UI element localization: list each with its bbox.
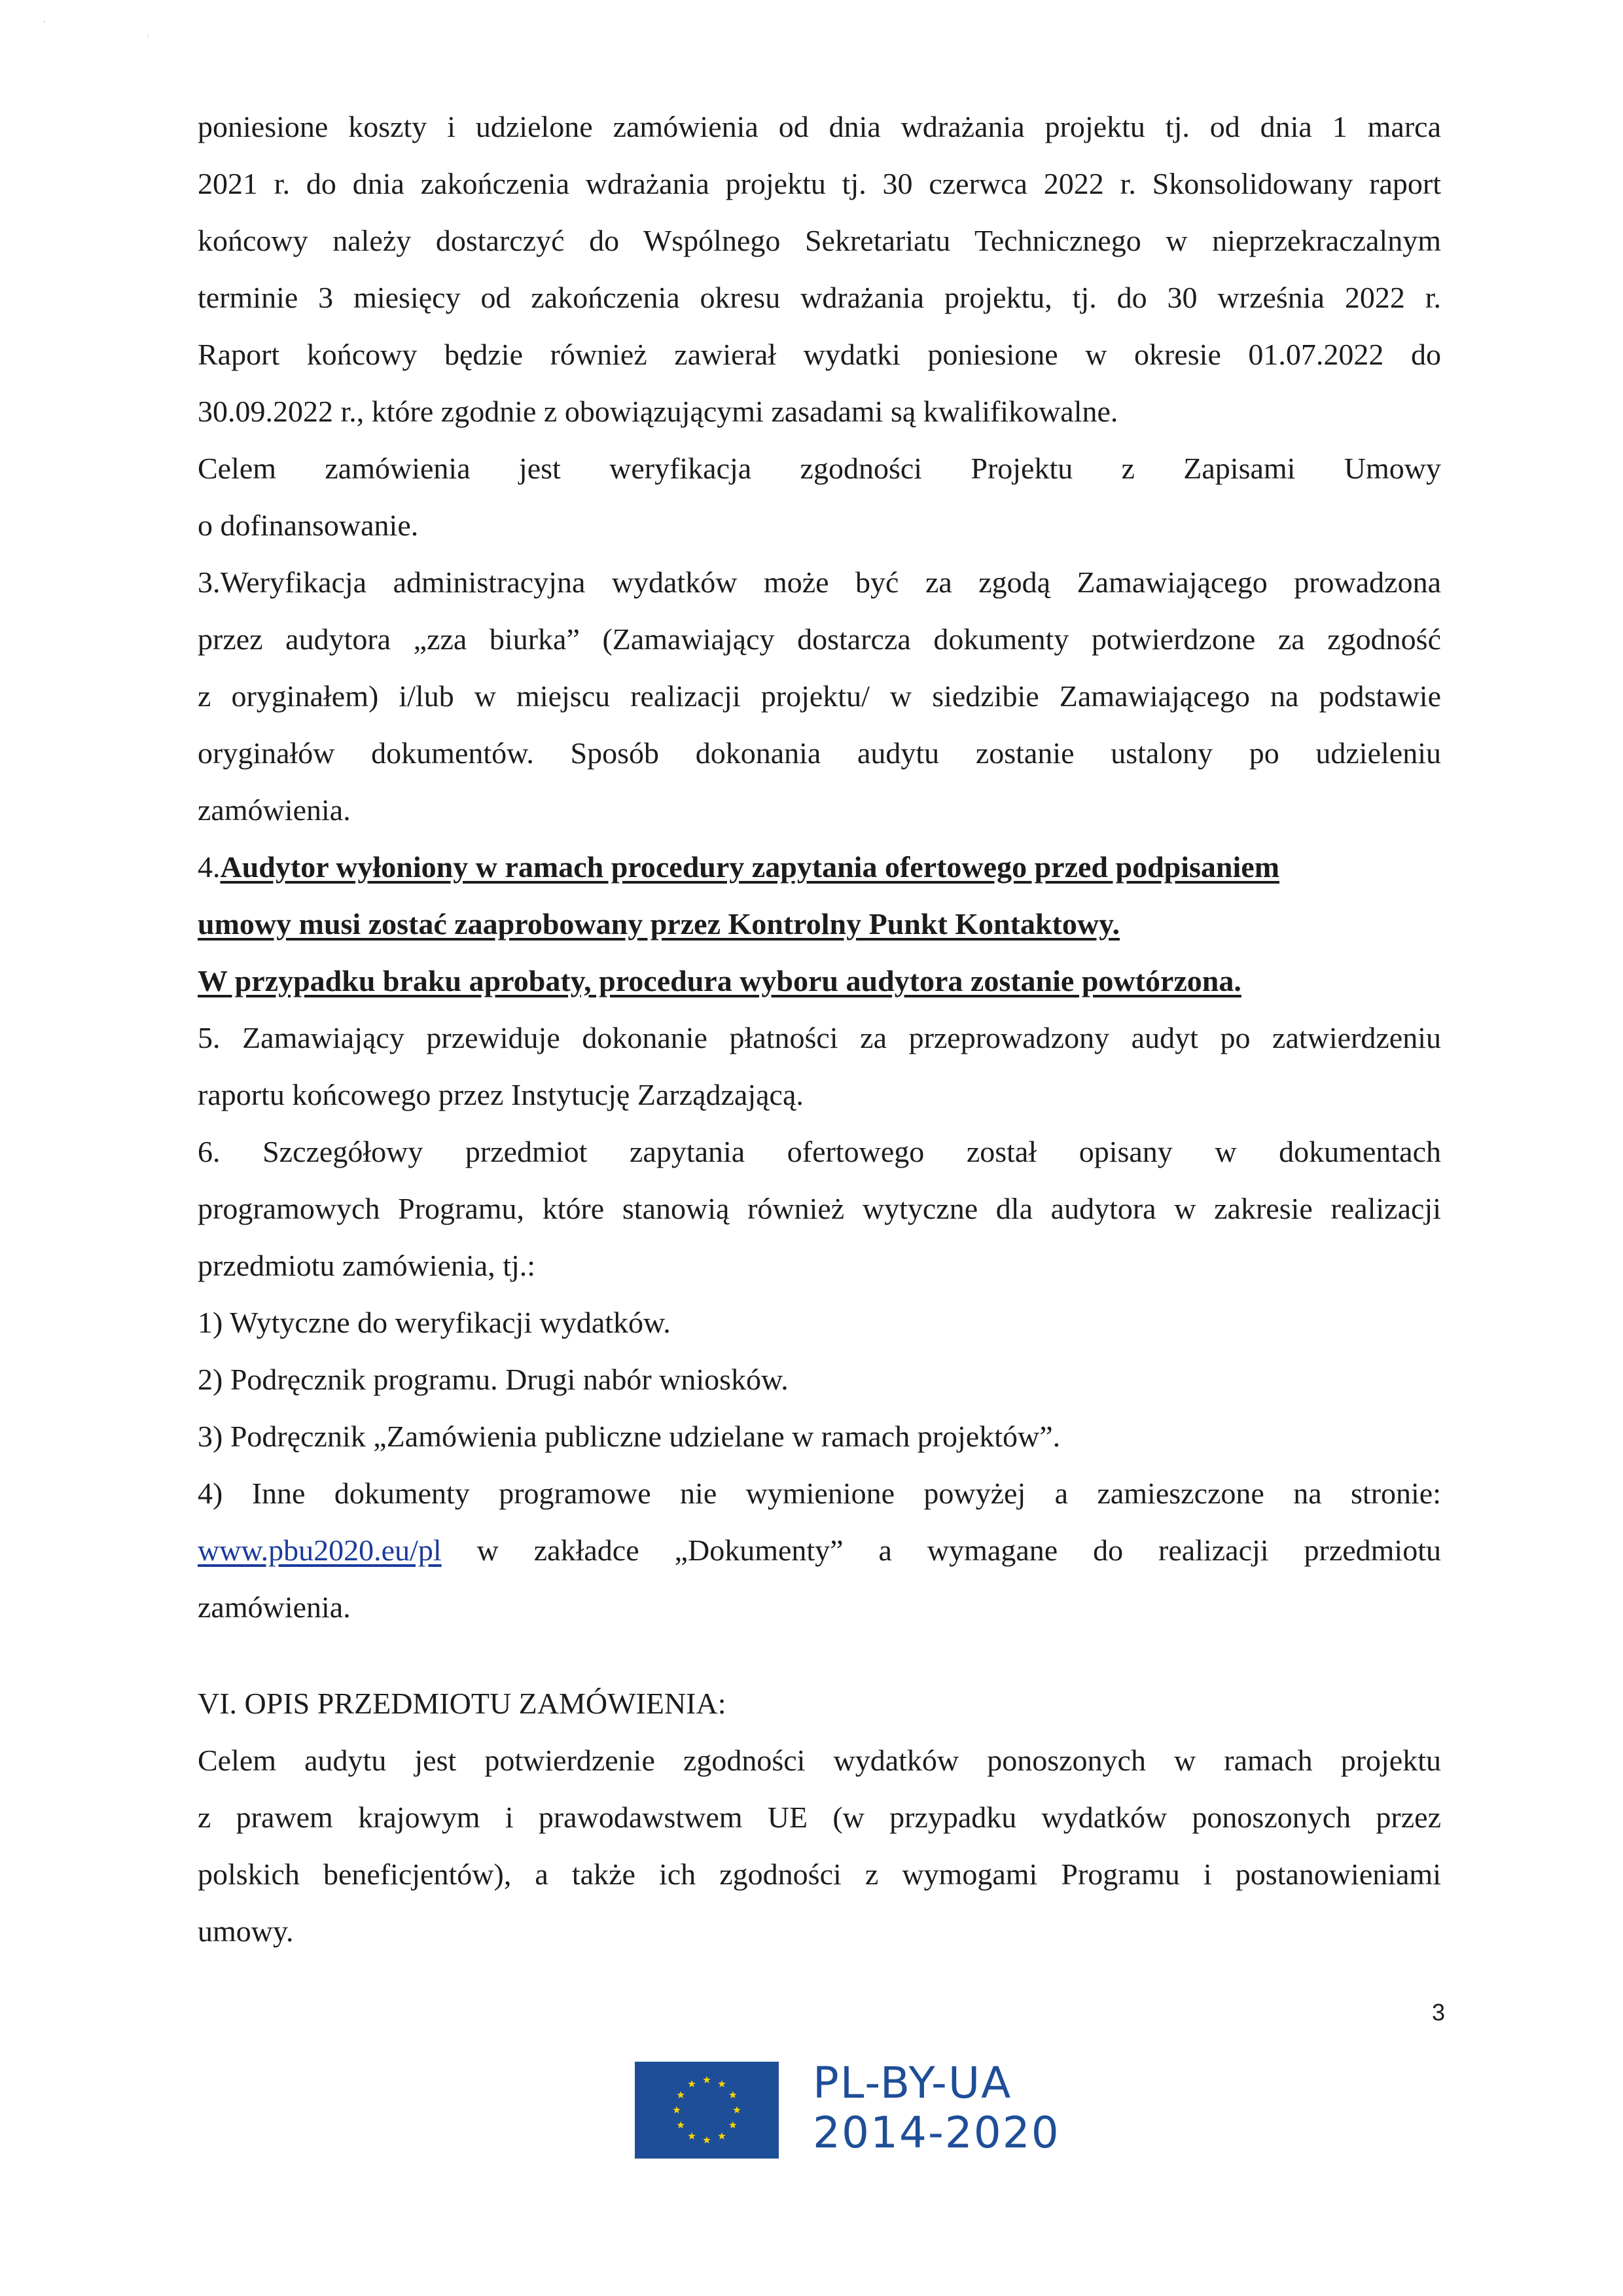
- section-vi-line: Celem audytu jest potwierdzenie zgodności wydatków ponoszonych w ramach projektu: [198, 1744, 1441, 1777]
- item-6-line: 6. Szczegółowy przedmiot zapytania ofertowego został opisany w dokumentach: [198, 1135, 1441, 1168]
- section-vi-line: z prawem krajowym i prawodawstwem UE (w przypadku wydatków ponoszonych przez: [198, 1801, 1441, 1834]
- document-list-item: 2) Podręcznik programu. Drugi nabór wniosków.: [198, 1363, 789, 1396]
- item-3-line: oryginałów dokumentów. Sposób dokonania audytu zostanie ustalony po udzieleniu: [198, 736, 1441, 770]
- eu-star: [733, 2106, 740, 2113]
- item-4-number: 4.: [198, 850, 221, 884]
- item-5-line: 5. Zamawiający przewiduje dokonanie płatności za przeprowadzony audyt po zatwierdzeniu: [198, 1021, 1441, 1054]
- item-3-line: przez audytora „zza biurka” (Zamawiający dostarcza dokumenty potwierdzone za zgodność: [198, 622, 1441, 656]
- eu-star: [673, 2106, 680, 2113]
- link-trailing-text: w zakładce „Dokumenty” a wymagane do realizacji przedmiotu: [441, 1534, 1441, 1567]
- eu-star: [703, 2136, 710, 2144]
- item-4-text: W przypadku braku aprobaty, procedura wyboru audytora zostanie powtórzona.: [198, 964, 1241, 997]
- paragraph-line: poniesione koszty i udzielone zamówienia od dnia wdrażania projektu tj. od dnia 1 marca: [198, 110, 1441, 143]
- pbu2020-link[interactable]: www.pbu2020.eu/pl: [198, 1534, 442, 1567]
- paragraph-line: 30.09.2022 r., które zgodnie z obowiązującymi zasadami są kwalifikowalne.: [198, 395, 1118, 428]
- eu-star: [677, 2091, 684, 2098]
- eu-star: [729, 2091, 736, 2098]
- eu-star: [718, 2080, 725, 2087]
- item-4-text: Audytor wyłoniony w ramach procedury zapytania ofertowego przed podpisaniem: [220, 850, 1280, 884]
- item-4-line: [198, 838, 1441, 895]
- scan-artifact: ': [147, 34, 149, 45]
- paragraph-line: terminie 3 miesięcy od zakończenia okresu wdrażania projektu, tj. do 30 września 2022 r.: [198, 281, 1441, 314]
- eu-star: [703, 2076, 710, 2083]
- document-list-item: 1) Wytyczne do weryfikacji wydatków.: [198, 1306, 671, 1339]
- section-vi-line: polskich beneficjentów), a także ich zgodności z wymogami Programu i postanowieniami: [198, 1857, 1441, 1891]
- page-number: 3: [1432, 1999, 1446, 2026]
- eu-star: [718, 2132, 725, 2140]
- eu-star: [677, 2121, 684, 2128]
- logo-title: PL-BY-UA: [813, 2058, 1012, 2108]
- document-list-item: 4) Inne dokumenty programowe nie wymienione powyżej a zamieszczone na stronie:: [198, 1477, 1441, 1510]
- section-gap: [198, 1636, 1441, 1675]
- section-heading: VI. OPIS PRZEDMIOTU ZAMÓWIENIA:: [198, 1687, 726, 1720]
- item-3-line: 3.Weryfikacja administracyjna wydatków może być za zgodą Zamawiającego prowadzona: [198, 565, 1441, 599]
- eu-star: [688, 2132, 695, 2140]
- purpose-line: Celem zamówienia jest weryfikacja zgodności Projektu z Zapisami Umowy: [198, 452, 1441, 485]
- section-vi-line: umowy.: [198, 1914, 294, 1948]
- item-6-line: programowych Programu, które stanowią również wytyczne dla audytora w zakresie realizacji: [198, 1192, 1441, 1225]
- eu-flag-icon: [635, 2062, 779, 2159]
- item-3-line: z oryginałem) i/lub w miejscu realizacji projektu/ w siedzibie Zamawiającego na podstawie: [198, 679, 1441, 713]
- item-4-line: [198, 895, 1441, 952]
- body-text: [198, 98, 1441, 1960]
- item-4-text: umowy musi zostać zaaprobowany przez Kontrolny Punkt Kontaktowy.: [198, 907, 1120, 941]
- paragraph-line: Raport końcowy będzie również zawierał wydatki poniesione w okresie 01.07.2022 do: [198, 338, 1441, 371]
- logo-years: 2014-2020: [813, 2108, 1060, 2158]
- item-4-line: [198, 952, 1441, 1009]
- item-6-line: przedmiotu zamówienia, tj.:: [198, 1249, 536, 1282]
- paragraph-line: końcowy należy dostarczyć do Wspólnego Sekretariatu Technicznego w nieprzekraczalnym: [198, 224, 1441, 257]
- item-5-line: raportu końcowego przez Instytucję Zarządzającą.: [198, 1078, 804, 1111]
- eu-star: [688, 2080, 695, 2087]
- program-logo: [635, 2055, 1093, 2160]
- eu-star: [729, 2121, 736, 2128]
- paragraph-line: 2021 r. do dnia zakończenia wdrażania projektu tj. 30 czerwca 2022 r. Skonsolidowany raport: [198, 167, 1441, 200]
- item-3-line: zamówienia.: [198, 793, 351, 827]
- document-list-item: 3) Podręcznik „Zamówienia publiczne udzielane w ramach projektów”.: [198, 1420, 1061, 1453]
- document-list-item: zamówienia.: [198, 1590, 351, 1624]
- purpose-line: o dofinansowanie.: [198, 509, 419, 542]
- document-list-item: [198, 1522, 1441, 1579]
- scan-artifact: ': [43, 20, 46, 30]
